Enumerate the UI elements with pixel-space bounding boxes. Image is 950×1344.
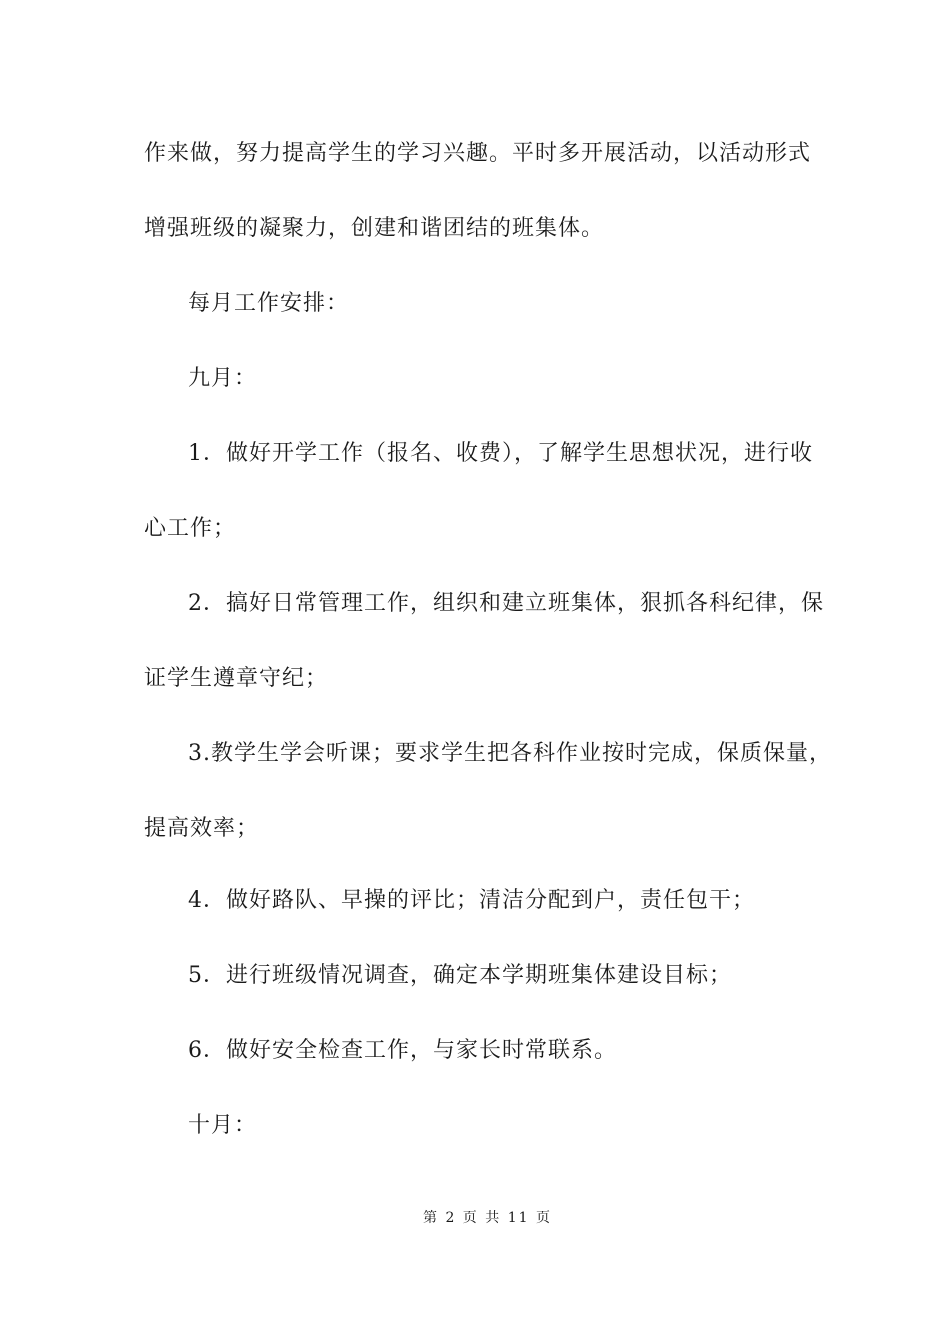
list-item-continuation: 证学生遵章守纪； (144, 666, 329, 691)
list-item-continuation: 心工作； (144, 516, 237, 541)
page-number-footer: 第 2 页 共 11 页 (423, 1210, 552, 1226)
month-heading: 十月： (188, 1113, 258, 1138)
list-item: 5．进行班级情况调查，确定本学期班集体建设目标； (188, 963, 732, 988)
month-heading: 九月： (188, 366, 258, 391)
section-heading: 每月工作安排： (188, 291, 350, 316)
list-item: 1．做好开学工作（报名、收费），了解学生思想状况，进行收 (188, 441, 813, 466)
list-item: 6．做好安全检查工作，与家长时常联系。 (188, 1038, 617, 1063)
list-item: 4．做好路队、早操的评比；清洁分配到户，责任包干； (188, 888, 755, 913)
list-item: 3.教学生学会听课；要求学生把各科作业按时完成，保质保量， (188, 741, 832, 766)
paragraph-line: 作来做，努力提高学生的学习兴趣。平时多开展活动，以活动形式 (144, 141, 812, 166)
paragraph-line: 增强班级的凝聚力，创建和谐团结的班集体。 (144, 216, 605, 241)
list-item: 2．搞好日常管理工作，组织和建立班集体，狠抓各科纪律，保 (188, 591, 824, 616)
list-item-continuation: 提高效率； (144, 816, 260, 841)
